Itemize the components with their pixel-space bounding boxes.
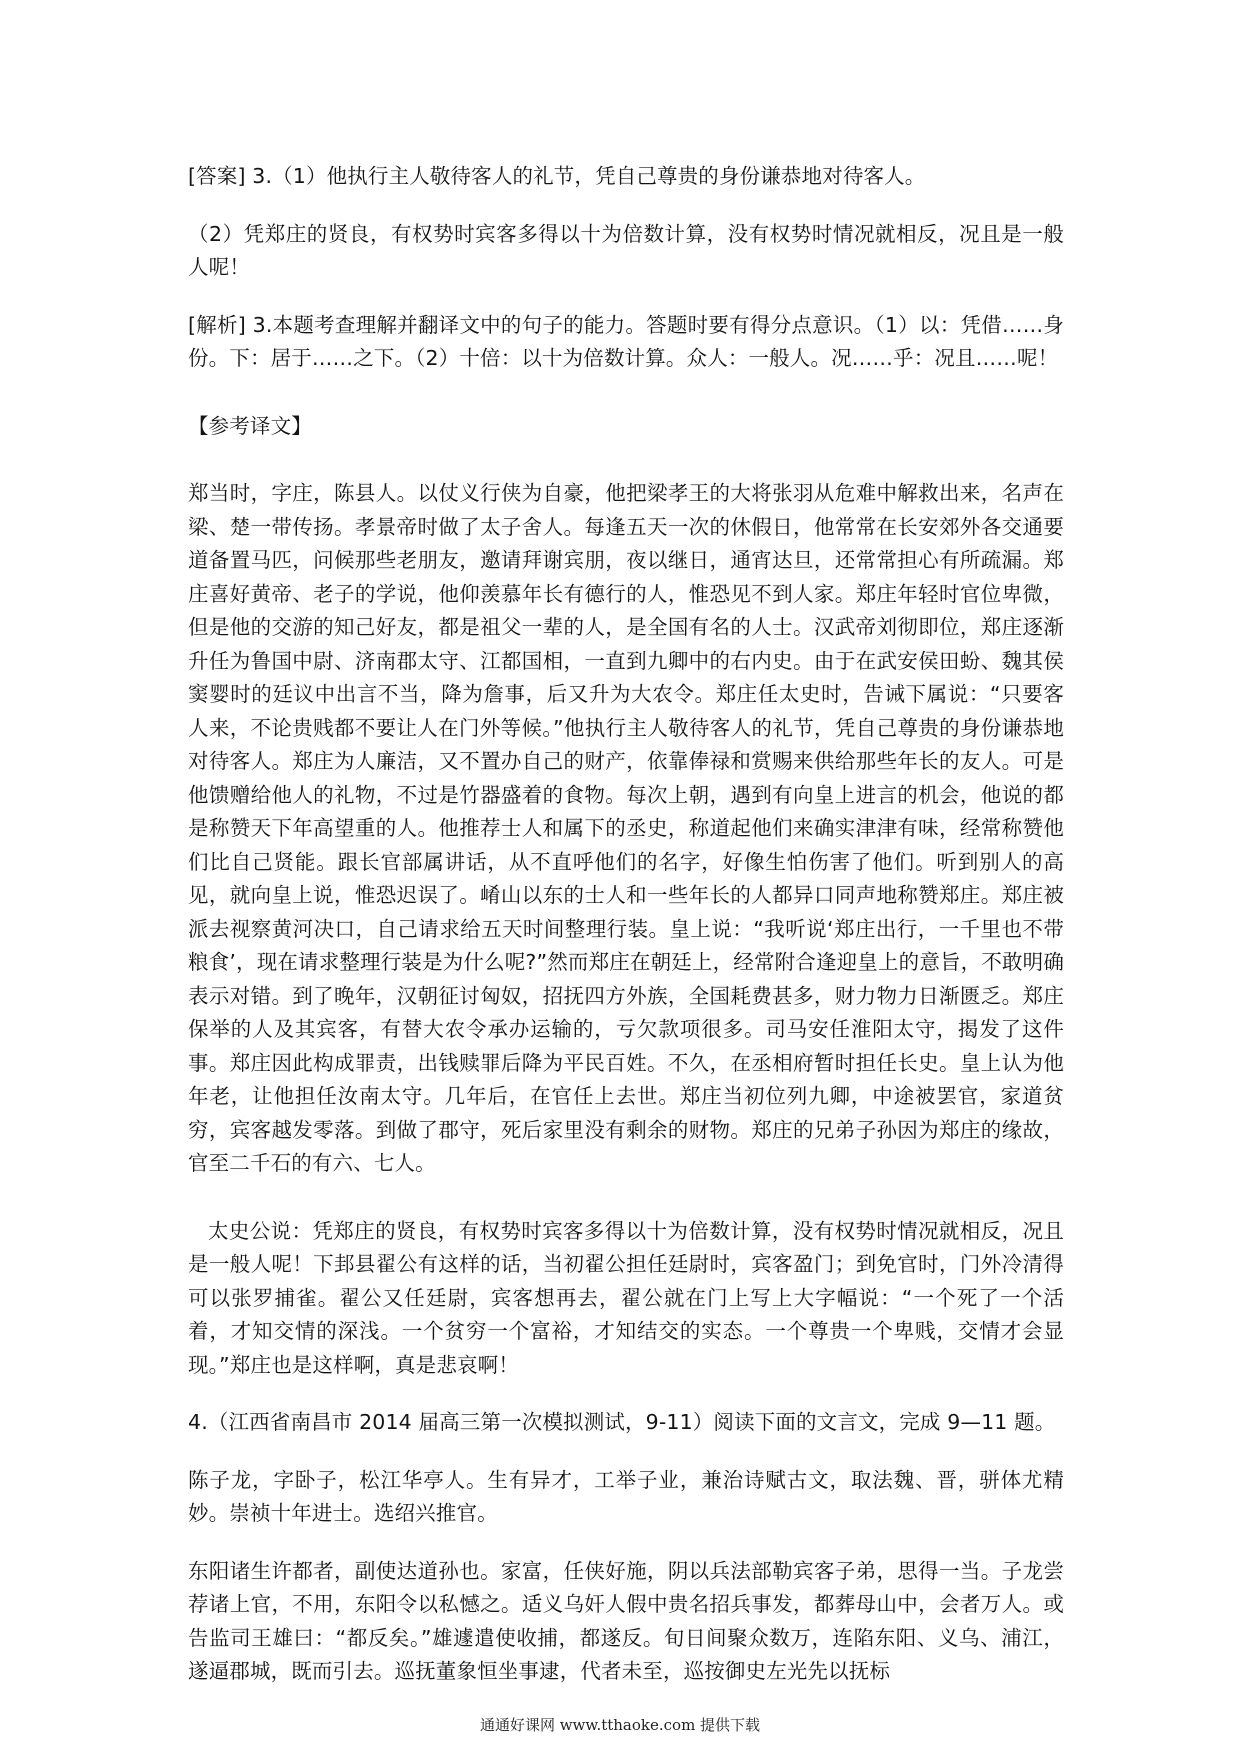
page-footer: 通通好课网 www.tthaoke.com 提供下载 <box>479 1716 761 1734</box>
answer-line-2: （2）凭郑庄的贤良，有权势时宾客多得以十为倍数计算，没有权势时情况就相反，况且是一般人呢！ <box>188 221 1064 279</box>
answer-line-1: [答案] 3.（1）他执行主人敬待客人的礼节，凭自己尊贵的身份谦恭地对待客人。 <box>188 164 926 188</box>
taishi-comment: 太史公说：凭郑庄的贤良，有权势时宾客多得以十为倍数计算，没有权势时情况就相反，况且是一般人呢！下邽县翟公有这样的话，当初翟公担任廷尉时，宾客盈门；到免官时，门外冷清得可以张罗捕雀。翟公又任廷尉，宾客想再去，翟公就在门上写上大字幅说：“一个死了一个活着，才知交情的深浅。一个贫穷一个富裕，才知结交的实态。一个尊贵一个卑贱，交情才会显现。”郑庄也是这样啊，真是悲哀啊！ <box>188 1218 1064 1377</box>
passage-paragraph-2: 东阳诸生许都者，副使达道孙也。家富，任侠好施，阴以兵法部勒宾客子弟，思得一当。子龙尝荐诸上官，不用，东阳令以私憾之。适义乌奸人假中贵名招兵事发，都葬母山中，会者万人。或告监司王雄曰：“都反矣。”雄遽遣使收捕，都遂反。旬日间聚众数万，连陷东阳、义乌、浦江，遂逼郡城，既而引去。巡抚董象恒坐事逮，代者未至，巡按御史左光先以抚标 <box>188 1558 1064 1683</box>
document-page <box>188 160 1064 1689</box>
analysis-paragraph: [解析] 3.本题考查理解并翻译文中的句子的能力。答题时要有得分点意识。（1）以：凭借……身份。下：居于……之下。（2）十倍：以十为倍数计算。众人：一般人。况……乎：况且……呢！ <box>188 312 1064 370</box>
translation-heading: 【参考译文】 <box>188 413 312 438</box>
question-4-intro: 4.（江西省南昌市 2014 届高三第一次模拟测试，9-11）阅读下面的文言文，完成 9—11 题。 <box>188 1410 1056 1434</box>
passage-paragraph-1: 陈子龙，字卧子，松江华亭人。生有异才，工举子业，兼治诗赋古文，取法魏、晋，骈体尤精妙。崇祯十年进士。选绍兴推官。 <box>188 1467 1064 1525</box>
translation-body: 郑当时，字庄，陈县人。以仗义行侠为自豪，他把梁孝王的大将张羽从危难中解救出来，名声在梁、楚一带传扬。孝景帝时做了太子舍人。每逢五天一次的休假日，他常常在长安郊外各交通要道备置马匹，问候那些老朋友，邀请拜谢宾朋，夜以继日，通宵达旦，还常常担心有所疏漏。郑庄喜好黄帝、老子的学说，他仰羡慕年长有德行的人，惟恐见不到人家。郑庄年轻时官位卑微，但是他的交游的知己好友，都是祖父一辈的人，是全国有名的人士。汉武帝刘彻即位，郑庄逐渐升任为鲁国中尉、济南郡太守、江都国相，一直到九卿中的右内史。由于在武安侯田蚡、魏其侯窦婴时的廷议中出言不当，降为詹事，后又升为大农令。郑庄任太史时，告诫下属说：“只要客人来，不论贵贱都不要让人在门外等候。”他执行主人敬待客人的礼节，凭自己尊贵的身份谦恭地对待客人。郑庄为人廉洁，又不置办自己的财产，依靠俸禄和赏赐来供给那些年长的友人。可是他馈赠给他人的礼物，不过是竹器盛着的食物。每次上朝，遇到有向皇上进言的机会，他说的都是称赞天下年高望重的人。他推荐士人和属下的丞史，称道起他们来确实津津有味，经常称赞他们比自己贤能。跟长官部属讲话，从不直呼他们的名字，好像生怕伤害了他们。听到别人的高见，就向皇上说，惟恐迟误了。崤山以东的士人和一些年长的人都异口同声地称赞郑庄。郑庄被派去视察黄河决口，自己请求给五天时间整理行装。皇上说：“我听说‘郑庄出行，一千里也不带粮食’，现在请求整理行装是为什么呢?”然而郑庄在朝廷上，经常附合逢迎皇上的意旨，不敢明确表示对错。到了晚年，汉朝征讨匈奴，招抚四方外族，全国耗费甚多，财力物力日渐匮乏。郑庄保举的人及其宾客，有替大农令承办运输的，亏欠款项很多。司马安任淮阳太守，揭发了这件事。郑庄因此构成罪责，出钱赎罪后降为平民百姓。不久，在丞相府暂时担任长史。皇上认为他年老，让他担任汝南太守。几年后，在官任上去世。郑庄当初位列九卿，中途被罢官，家道贫穷，宾客越发零落。到做了郡守，死后家里没有剩余的财物。郑庄的兄弟子孙因为郑庄的缘故，官至二千石的有六、七人。 <box>188 481 1064 1175</box>
